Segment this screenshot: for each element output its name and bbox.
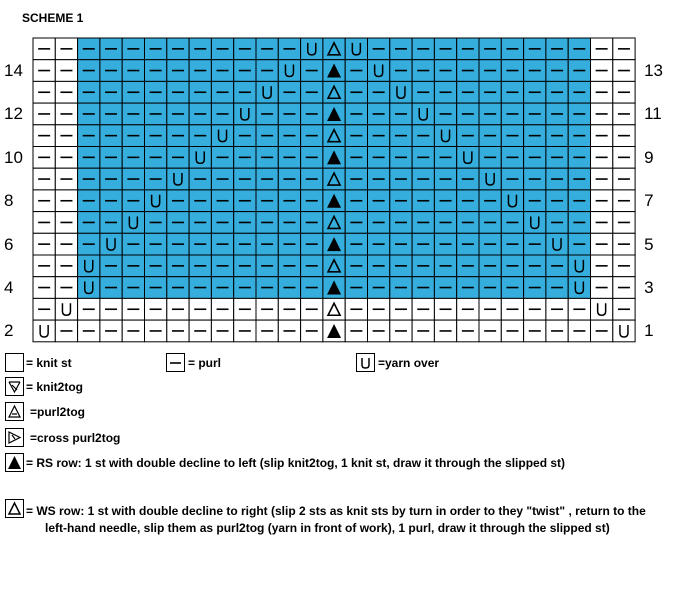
purl-symbol — [166, 353, 185, 372]
chart-cell — [434, 125, 456, 147]
row-label-right: 7 — [644, 191, 654, 211]
chart-cell — [145, 190, 167, 212]
row-label-left: 6 — [4, 234, 14, 254]
rs-decline-symbol — [5, 453, 24, 472]
scheme-title: SCHEME 1 — [22, 11, 84, 25]
row-label-left: 8 — [4, 191, 14, 211]
legend-rs-label: = RS row: 1 st with double decline to left (slip knit2tog, 1 knit st, draw it through the slipped st) — [26, 456, 566, 470]
legend-ws-label-1: = WS row: 1 st with double decline to right (slip 2 sts as knit sts by turn in order to they "twist" , return to the — [26, 504, 646, 518]
legend-knit2tog-label: = knit2tog — [26, 380, 84, 394]
purl2tog-symbol — [5, 402, 24, 421]
row-label-right: 5 — [644, 234, 654, 254]
row-label-right: 13 — [644, 61, 664, 81]
chart-cell — [78, 277, 100, 299]
legend-yarn-over-label: =yarn over — [378, 356, 440, 370]
chart-cell — [234, 103, 256, 125]
legend-cross-purl2tog-label: =cross purl2tog — [30, 431, 121, 445]
row-label-left: 10 — [4, 147, 23, 167]
chart-cell — [613, 320, 635, 342]
chart-cell — [524, 212, 546, 234]
cross-purl2tog-symbol — [5, 428, 24, 447]
row-label-right: 11 — [644, 104, 662, 124]
chart-cell — [368, 60, 390, 82]
chart-cell — [301, 38, 323, 60]
ws-decline-symbol — [5, 499, 24, 518]
row-label-left: 12 — [4, 104, 23, 124]
row-label-right: 1 — [644, 321, 654, 341]
chart-cell — [256, 81, 278, 103]
chart-cell — [501, 190, 523, 212]
row-label-left: 14 — [4, 61, 23, 81]
row-label-right: 3 — [644, 278, 654, 298]
row-label-left: 2 — [4, 321, 14, 341]
legend-ws-label-2: left-hand needle, slip them as purl2tog (yarn in front of work), 1 purl, draw it through the slipped st) — [45, 521, 610, 535]
chart-cell — [211, 125, 233, 147]
yarn-over-symbol — [356, 353, 375, 372]
chart-cell — [122, 212, 144, 234]
chart-cell — [167, 168, 189, 190]
chart-cell — [390, 81, 412, 103]
row-label-right: 9 — [644, 147, 654, 167]
chart-cell — [568, 277, 590, 299]
chart-cell — [412, 103, 434, 125]
legend-purl2tog-label: =purl2tog — [30, 405, 86, 419]
chart-cell — [546, 233, 568, 255]
knit-symbol — [5, 353, 24, 372]
chart-cell — [568, 255, 590, 277]
chart-cell — [591, 298, 613, 320]
chart-cell — [457, 147, 479, 169]
chart-cell — [78, 255, 100, 277]
chart-cell — [33, 320, 55, 342]
legend-purl-label: = purl — [188, 356, 222, 370]
chart-cell — [189, 147, 211, 169]
chart-cell — [278, 60, 300, 82]
knit2tog-symbol — [5, 377, 24, 396]
chart-cell — [100, 233, 122, 255]
row-label-left: 4 — [4, 278, 14, 298]
chart-cell — [55, 298, 77, 320]
chart-cell — [479, 168, 501, 190]
legend-knit-label: = knit st — [26, 356, 72, 370]
chart-cell — [345, 38, 367, 60]
